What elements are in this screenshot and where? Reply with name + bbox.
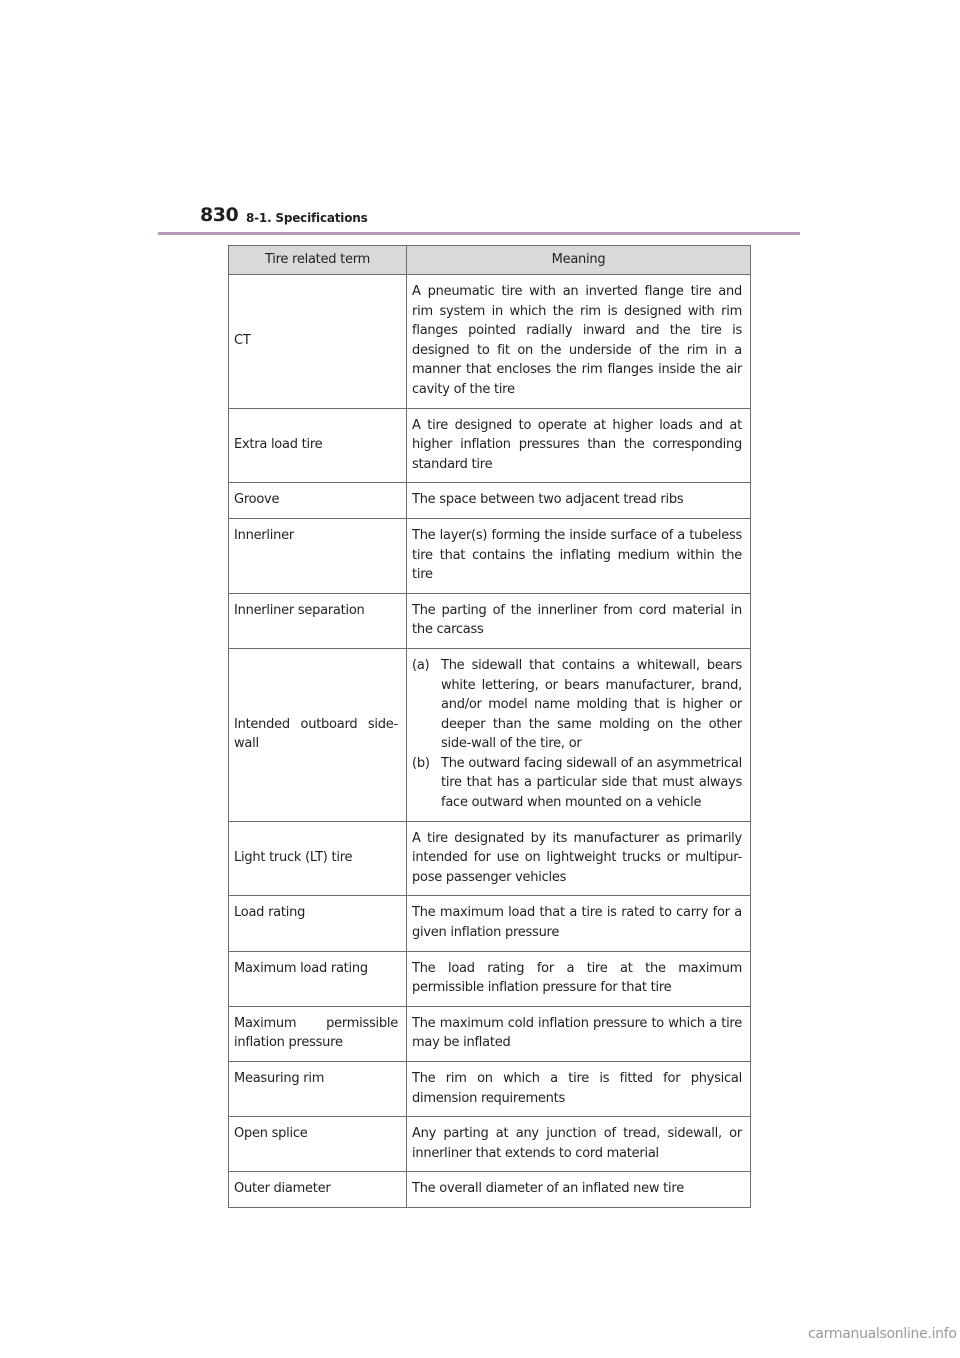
meaning-cell: The rim on which a tire is fitted for physical dimension requirements (407, 1062, 751, 1117)
meaning-cell: The layer(s) forming the inside surface of a tubeless tire that contains the inflating medium within the tire (407, 518, 751, 593)
meaning-cell: A tire designed to operate at higher loads and at higher inflation pressures than the corresponding standard tire (407, 408, 751, 483)
term-cell: Maximum load rating (229, 951, 407, 1006)
page-number: 830 (200, 204, 239, 226)
table-row (229, 593, 751, 648)
meaning-cell: The space between two adjacent tread ribs (407, 483, 751, 519)
section-title: 8-1. Specifications (246, 211, 368, 225)
list-text: The outward facing sidewall of an asymmetrical tire that has a particular side that must always face outward when mounted on a vehicle (441, 755, 742, 811)
table-row (229, 483, 751, 519)
term-cell: Measuring rim (229, 1062, 407, 1117)
meaning-cell: The parting of the innerliner from cord material in the carcass (407, 593, 751, 648)
term-cell: Innerliner (229, 518, 407, 593)
term-cell: Extra load tire (229, 408, 407, 483)
table-row (229, 1117, 751, 1172)
table-row (229, 896, 751, 951)
list-marker: (b) (412, 755, 430, 771)
term-cell: Innerliner separation (229, 593, 407, 648)
list-item (412, 656, 742, 754)
term-cell: Maximum permissible inflation pressure (229, 1006, 407, 1061)
column-header-meaning: Meaning (407, 246, 751, 275)
table-row (229, 648, 751, 821)
term-cell: Groove (229, 483, 407, 519)
term-cell: Load rating (229, 896, 407, 951)
site-watermark: carmanualsonline.info (808, 1326, 957, 1342)
table-row (229, 408, 751, 483)
header-divider (158, 232, 800, 235)
table-row (229, 821, 751, 896)
list-text: The sidewall that contains a whitewall, bears white lettering, or bears manufacturer, brand, and/or model name molding that is higher or deeper than the same molding on the other side-wall of the tire, or (441, 657, 742, 752)
term-cell: CT (229, 275, 407, 409)
term-cell: Open splice (229, 1117, 407, 1172)
term-cell: Intended outboard side-wall (229, 648, 407, 821)
meaning-cell: The maximum load that a tire is rated to carry for a given inflation pressure (407, 896, 751, 951)
meaning-cell: A pneumatic tire with an inverted flange tire and rim system in which the rim is designed with rim flanges pointed radially inward and the tire is designed to fit on the underside of the rim in a manner that encloses the rim flanges inside the air cavity of the tire (407, 275, 751, 409)
tire-terms-table (228, 245, 751, 1208)
meaning-cell (407, 648, 751, 821)
meaning-cell: The load rating for a tire at the maximum permissible inflation pressure for that tire (407, 951, 751, 1006)
page-header (158, 200, 800, 234)
table-row (229, 518, 751, 593)
term-cell: Outer diameter (229, 1172, 407, 1208)
list-marker: (a) (412, 657, 430, 673)
table-header-row (229, 246, 751, 275)
table-row (229, 1006, 751, 1061)
table-row (229, 951, 751, 1006)
table-row (229, 275, 751, 409)
term-cell: Light truck (LT) tire (229, 821, 407, 896)
meaning-cell: The overall diameter of an inflated new tire (407, 1172, 751, 1208)
list-item (412, 754, 742, 813)
meaning-cell: Any parting at any junction of tread, sidewall, or innerliner that extends to cord material (407, 1117, 751, 1172)
table-row (229, 1172, 751, 1208)
table-row (229, 1062, 751, 1117)
meaning-cell: The maximum cold inflation pressure to which a tire may be inflated (407, 1006, 751, 1061)
column-header-term: Tire related term (229, 246, 407, 275)
meaning-cell: A tire designated by its manufacturer as primarily intended for use on lightweight trucks or multipur-pose passenger vehicles (407, 821, 751, 896)
